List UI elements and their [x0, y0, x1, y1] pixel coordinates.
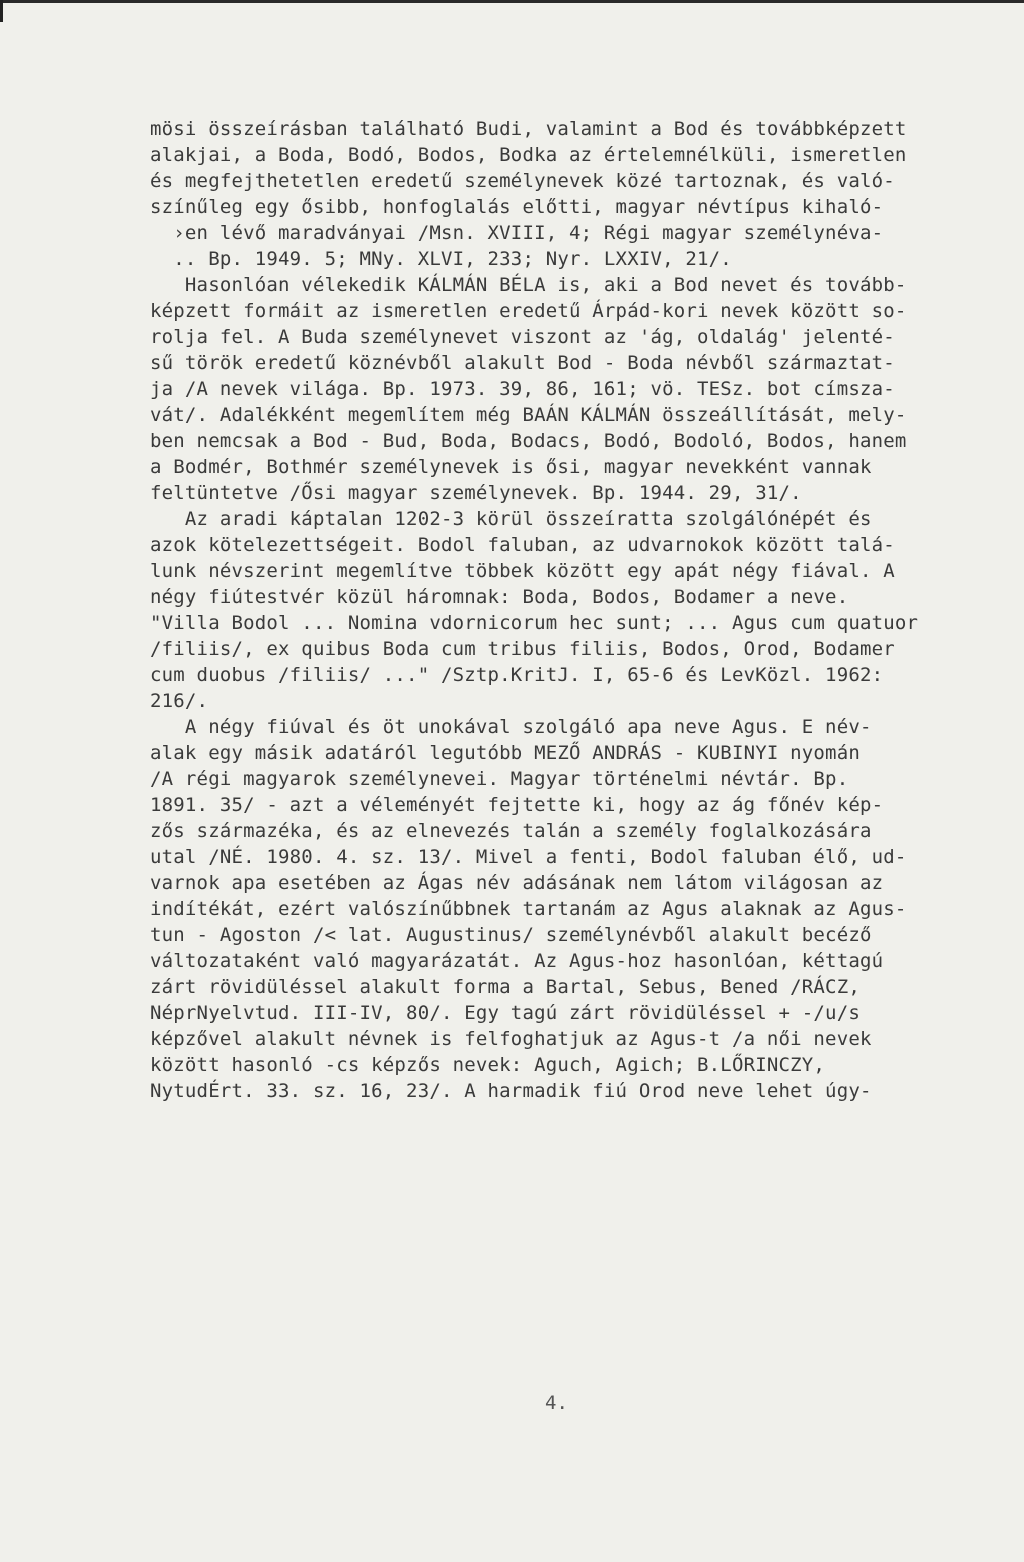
text-line: vát/. Adalékként megemlítem még BAÁN KÁLMÁN összeállítását, mely-: [150, 404, 907, 426]
text-line: /filiis/, ex quibus Boda cum tribus filiis, Bodos, Orod, Bodamer: [150, 638, 895, 660]
text-line: 216/.: [150, 690, 209, 712]
text-line: utal /NÉ. 1980. 4. sz. 13/. Mivel a fenti, Bodol faluban élő, ud-: [150, 846, 907, 868]
text-line: ja /A nevek világa. Bp. 1973. 39, 86, 161; vö. TESz. bot címsza-: [150, 378, 895, 400]
text-line: NytudÉrt. 33. sz. 16, 23/. A harmadik fiú Orod neve lehet úgy-: [150, 1080, 872, 1102]
text-line: ben nemcsak a Bod - Bud, Boda, Bodacs, Bodó, Bodoló, Bodos, hanem: [150, 430, 907, 452]
text-line: a Bodmér, Bothmér személynevek is ősi, magyar nevekként vannak: [150, 456, 872, 478]
text-line: Hasonlóan vélekedik KÁLMÁN BÉLA is, aki a Bod nevet és tovább-: [150, 274, 907, 296]
text-line: "Villa Bodol ... Nomina vdornicorum hec sunt; ... Agus cum quatuor: [150, 612, 919, 634]
text-line: azok kötelezettségeit. Bodol faluban, az udvarnokok között talá-: [150, 534, 895, 556]
text-line: 1891. 35/ - azt a véleményét fejtette ki, hogy az ág főnév kép-: [150, 794, 884, 816]
text-line: feltüntetve /Ősi magyar személynevek. Bp. 1944. 29, 31/.: [150, 482, 802, 504]
text-line: cum duobus /filiis/ ..." /Sztp.KritJ. I, 65-6 és LevKözl. 1962:: [150, 664, 884, 686]
text-line: zárt rövidüléssel alakult forma a Bartal, Sebus, Bened /RÁCZ,: [150, 976, 860, 998]
scan-left-edge: [0, 0, 3, 22]
text-line: ›en lévő maradványai /Msn. XVIII, 4; Régi magyar személynéva-: [150, 222, 884, 244]
text-line: képzett formáit az ismeretlen eredetű Árpád-kori nevek között so-: [150, 300, 907, 322]
text-line: rolja fel. A Buda személynevet viszont az 'ág, oldalág' jelenté-: [150, 326, 895, 348]
text-line: képzővel alakult névnek is felfoghatjuk az Agus-t /a női nevek: [150, 1028, 872, 1050]
scan-top-edge: [0, 0, 1024, 3]
text-line: alak egy másik adatáról legutóbb MEZŐ ANDRÁS - KUBINYI nyomán: [150, 742, 860, 764]
page-number: 4.: [545, 1392, 568, 1414]
text-line: és megfejthetetlen eredetű személynevek közé tartoznak, és való-: [150, 170, 895, 192]
text-line: lunk névszerint megemlítve többek között egy apát négy fiával. A: [150, 560, 895, 582]
text-line: alakjai, a Boda, Bodó, Bodos, Bodka az értelemnélküli, ismeretlen: [150, 144, 907, 166]
text-line: /A régi magyarok személynevei. Magyar történelmi névtár. Bp.: [150, 768, 849, 790]
text-line: színűleg egy ősibb, honfoglalás előtti, magyar névtípus kihaló-: [150, 196, 884, 218]
text-line: zős származéka, és az elnevezés talán a személy foglalkozására: [150, 820, 872, 842]
text-line: tun - Agoston /< lat. Augustinus/ személynévből alakult becéző: [150, 924, 872, 946]
text-line: mösi összeírásban található Budi, valamint a Bod és továbbképzett: [150, 118, 907, 140]
text-line: NéprNyelvtud. III-IV, 80/. Egy tagú zárt rövidüléssel + -/u/s: [150, 1002, 860, 1024]
text-line: változataként való magyarázatát. Az Agus-hoz hasonlóan, kéttagú: [150, 950, 884, 972]
text-line: között hasonló -cs képzős nevek: Aguch, Agich; B.LŐRINCZY,: [150, 1054, 826, 1076]
text-line: négy fiútestvér közül háromnak: Boda, Bodos, Bodamer a neve.: [150, 586, 849, 608]
text-line: .. Bp. 1949. 5; MNy. XLVI, 233; Nyr. LXXIV, 21/.: [150, 248, 732, 270]
body-text: [150, 116, 1010, 1104]
text-line: A négy fiúval és öt unokával szolgáló apa neve Agus. E név-: [150, 716, 872, 738]
text-line: indítékát, ezért valószínűbbnek tartanám az Agus alaknak az Agus-: [150, 898, 907, 920]
text-line: varnok apa esetében az Ágas név adásának nem látom világosan az: [150, 872, 884, 894]
text-line: Az aradi káptalan 1202-3 körül összeíratta szolgálónépét és: [150, 508, 872, 530]
text-line: sű török eredetű köznévből alakult Bod - Boda névből származtat-: [150, 352, 895, 374]
